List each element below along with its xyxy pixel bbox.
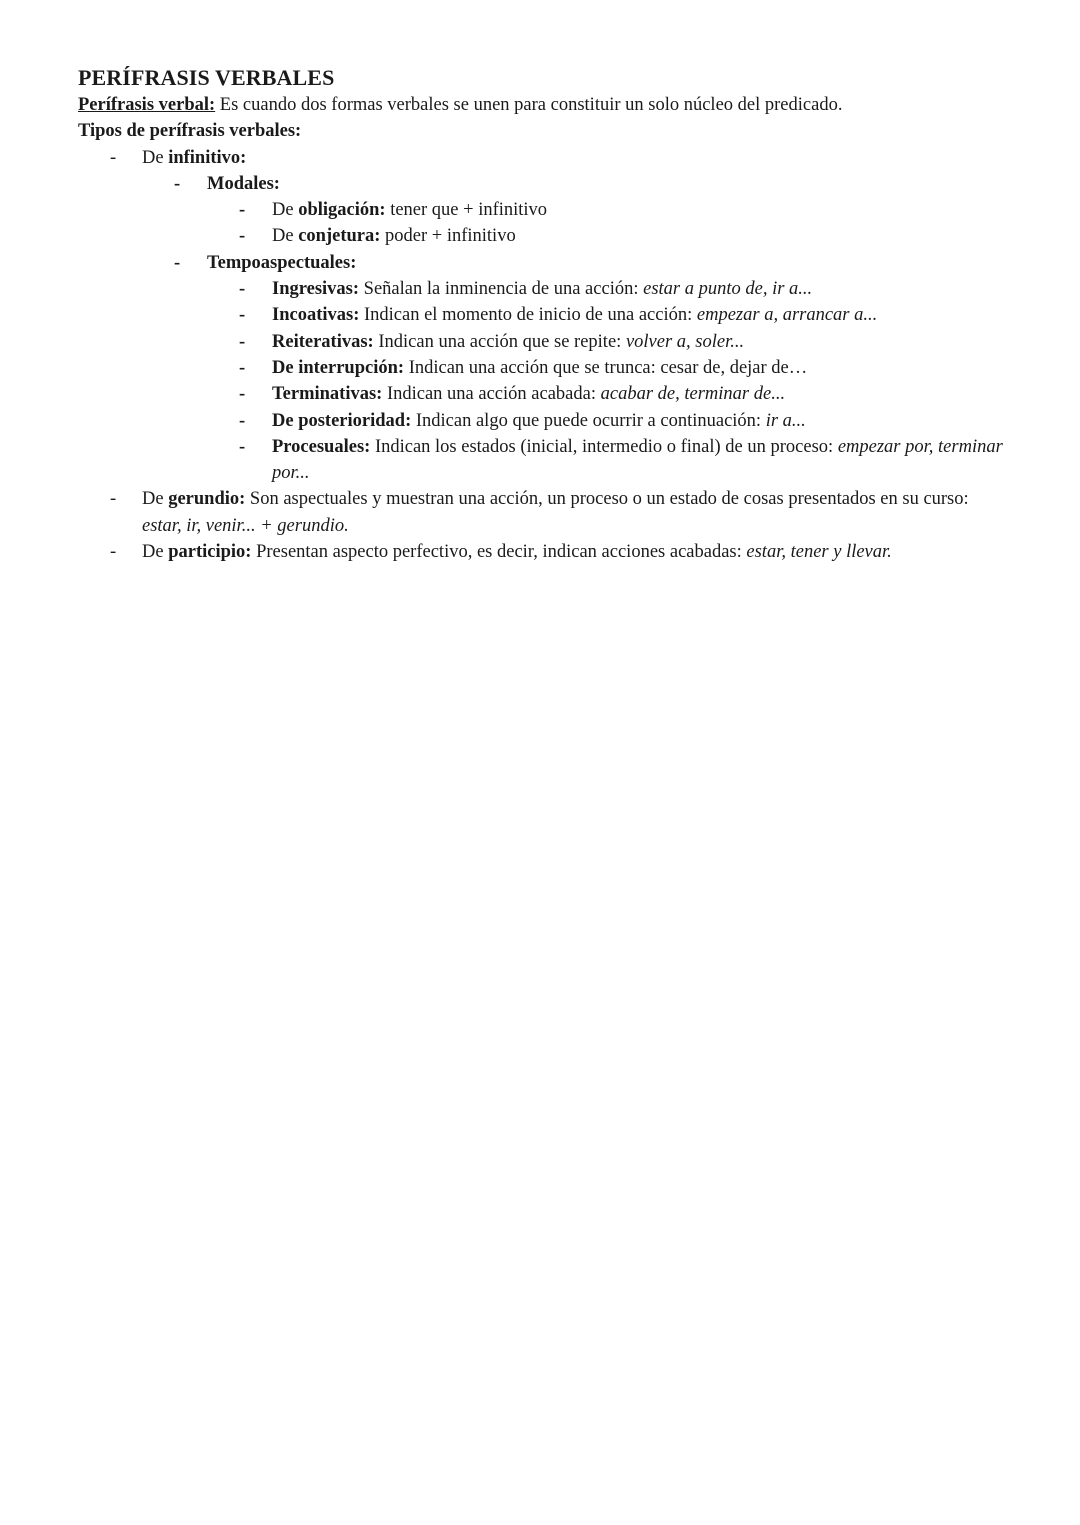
list-item-posterioridad: - De posterioridad: Indican algo que puede ocurrir a continuación: ir a...	[207, 408, 1008, 434]
bullet-dash: -	[239, 331, 246, 352]
types-list	[78, 145, 1008, 566]
bullet-dash: -	[174, 252, 181, 273]
definition-text: Es cuando dos formas verbales se unen para constituir un solo núcleo del predicado.	[215, 95, 843, 115]
list-item-tempoaspectuales	[142, 250, 1008, 487]
bullet-dash: -	[239, 436, 246, 457]
list-item-incoativas: - Incoativas: Indican el momento de inicio de una acción: empezar a, arrancar a...	[207, 302, 1008, 328]
bullet-dash: -	[174, 173, 181, 194]
bullet-dash: -	[110, 489, 117, 510]
definition-term: Perífrasis verbal:	[78, 95, 216, 115]
modales-label: Modales:	[207, 173, 280, 194]
page-title: PERÍFRASIS VERBALES	[78, 65, 335, 90]
bullet-dash: -	[110, 147, 117, 168]
infinitivo-sublist	[142, 171, 1008, 487]
list-item-interrupcion: - De interrupción: Indican una acción que se trunca: cesar de, dejar de…	[207, 355, 1008, 381]
tempo-label: Tempoaspectuales:	[207, 252, 357, 273]
list-item-procesuales: - Procesuales: Indican los estados (inicial, intermedio o final) de un proceso: empezar por, terminar por...	[207, 434, 1008, 487]
bullet-dash: -	[239, 357, 246, 378]
list-item-obligacion: - De obligación: tener que + infinitivo	[207, 197, 1008, 223]
bullet-dash: -	[239, 384, 246, 405]
bullet-dash: -	[110, 542, 117, 563]
bullet-dash: -	[239, 226, 246, 247]
modales-sublist	[207, 197, 1008, 250]
infinitivo-term: infinitivo:	[168, 147, 247, 168]
document-page	[78, 64, 1008, 565]
definition-line	[78, 92, 1008, 118]
list-item-participio: - De participio: Presentan aspecto perfectivo, es decir, indican acciones acabadas: estar, tener y llevar.	[78, 539, 1008, 565]
list-item-reiterativas: - Reiterativas: Indican una acción que se repite: volver a, soler...	[207, 329, 1008, 355]
list-item-ingresivas: - Ingresivas: Señalan la inminencia de una acción: estar a punto de, ir a...	[207, 276, 1008, 302]
list-item-modales	[142, 171, 1008, 250]
bullet-dash: -	[239, 305, 246, 326]
tempo-sublist	[207, 276, 1008, 486]
list-item-infinitivo: - De infinitivo: - Modales: - De obligación: tener que + infinitivo - De conjetura: poder + infinitivo - Tempoaspectuales: - Ingresivas: Señalan la inminencia de una acción: estar a punto de, ir a... - Incoativas: Indican el momento de inicio de una acción: empezar a, arrancar a... - Reiterativas: Indican una acción que se repite: volver a, soler... - De interrupción: Indican una acción que se trunca: cesar de, dejar de… - Terminativas: Indican una acción acabada: acabar de, terminar de... - De posterioridad: Indican algo que puede ocurrir a continuación: ir a... - Procesuales: Indican los estados (inicial, intermedio o final) de un proceso: empezar por, terminar por...	[78, 145, 1008, 487]
bullet-dash: -	[239, 410, 246, 431]
list-item-terminativas: - Terminativas: Indican una acción acabada: acabar de, terminar de...	[207, 381, 1008, 407]
types-heading: Tipos de perífrasis verbales:	[78, 121, 302, 142]
bullet-dash: -	[239, 200, 246, 221]
list-item-conjetura: - De conjetura: poder + infinitivo	[207, 223, 1008, 249]
list-item-gerundio: - De gerundio: Son aspectuales y muestran una acción, un proceso o un estado de cosas presentados en su curso: estar, ir, venir... + gerundio.	[78, 486, 1008, 539]
bullet-dash: -	[239, 279, 246, 300]
